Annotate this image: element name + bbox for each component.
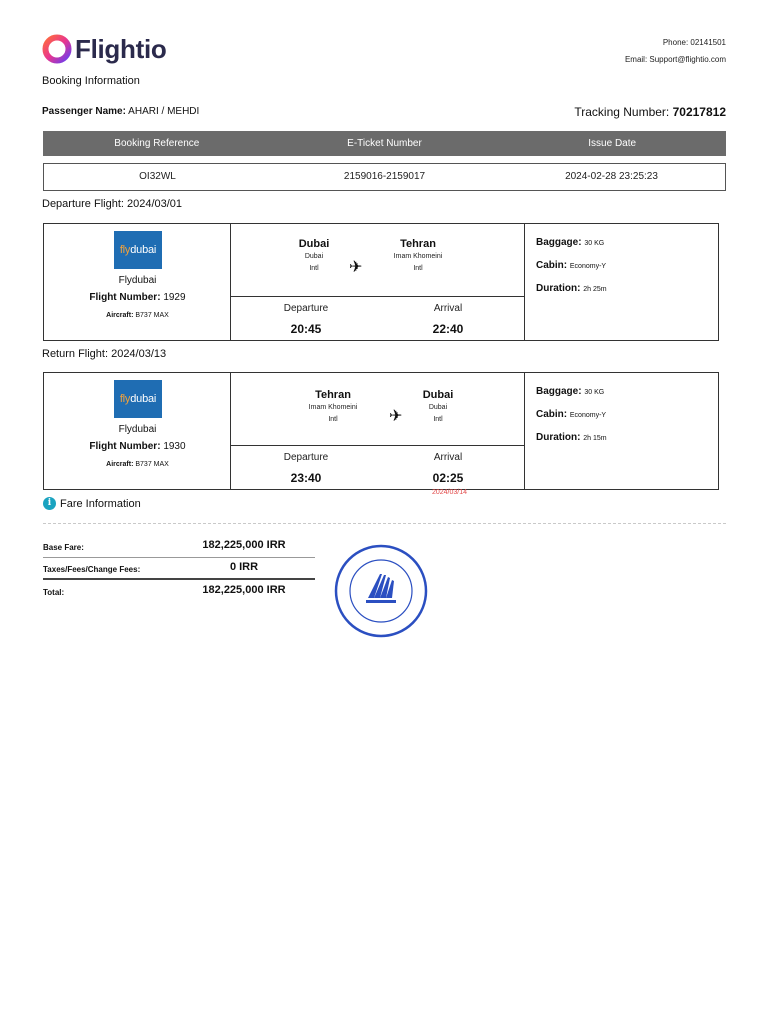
arrival-date-next-day: 2024/03/14	[431, 489, 468, 496]
tracking-label: Tracking Number:	[574, 105, 670, 119]
tracking-value: 70217812	[672, 105, 726, 119]
company-stamp	[334, 544, 428, 638]
booking-info-title: Booking Information	[42, 75, 140, 87]
return-airline-column	[44, 373, 231, 489]
destination-city: Tehran Imam Khomeini Intl	[393, 238, 443, 272]
origin-city: Dubai Dubai Intl	[298, 238, 330, 272]
baggage: Baggage: 30 KG	[536, 386, 605, 397]
taxes-value: 0 IRR	[229, 561, 259, 573]
departure-flight-title: Departure Flight: 2024/03/01	[42, 198, 183, 210]
airline-name: Flydubai	[118, 424, 157, 435]
cabin: Cabin: Economy-Y	[536, 409, 607, 420]
dashed-divider	[43, 523, 726, 524]
cell-issue-date: 2024-02-28 23:25:23	[565, 171, 658, 182]
departure-time: 20:45	[290, 322, 322, 336]
departure-time: 23:40	[290, 471, 322, 485]
departure-details-column	[525, 224, 719, 340]
destination-city: Dubai Dubai Intl	[422, 389, 454, 423]
contact-phone: Phone: 02141501	[662, 38, 726, 47]
arrival-label: Arrival	[433, 452, 463, 463]
airline-name: Flydubai	[118, 275, 157, 286]
departure-label: Departure	[283, 303, 329, 314]
route-cities	[231, 373, 525, 446]
cell-eticket-number: 2159016-2159017	[343, 171, 426, 182]
arrival-time: 22:40	[432, 322, 464, 336]
cell-booking-reference: OI32WL	[139, 171, 176, 182]
arrival-time: 02:25	[432, 471, 464, 485]
return-route-column	[231, 373, 525, 489]
departure-route-column	[231, 224, 525, 340]
flightio-logo	[42, 34, 166, 64]
base-fare-row	[43, 536, 315, 558]
fare-title-text: Fare Information	[60, 497, 141, 510]
contact-email[interactable]: Email: Support@flightio.com	[624, 55, 726, 64]
base-fare-label: Base Fare:	[43, 543, 84, 552]
total-label: Total:	[43, 588, 65, 597]
passenger-label: Passenger Name:	[42, 106, 126, 117]
departure-label: Departure	[283, 452, 329, 463]
flydubai-logo: flydubai	[114, 380, 162, 418]
info-icon: i	[43, 497, 56, 510]
aircraft: Aircraft: B737 MAX	[106, 312, 169, 319]
contact-block	[625, 34, 726, 68]
fare-information-title	[43, 497, 141, 510]
base-fare-value: 182,225,000 IRR	[202, 539, 286, 551]
return-flight-card	[43, 372, 719, 490]
baggage: Baggage: 30 KG	[536, 237, 605, 248]
aircraft: Aircraft: B737 MAX	[106, 461, 169, 468]
duration: Duration: 2h 25m	[536, 283, 607, 294]
airplane-icon: ✈	[389, 408, 403, 425]
flight-number: Flight Number: 1930	[89, 441, 186, 452]
return-details-column	[525, 373, 719, 489]
flydubai-logo: flydubai	[114, 231, 162, 269]
passenger-name	[42, 106, 199, 117]
origin-city: Tehran Imam Khomeini Intl	[308, 389, 358, 423]
flightio-logo-icon	[42, 34, 72, 64]
header-booking-reference: Booking Reference	[114, 138, 200, 149]
departure-flight-card	[43, 223, 719, 341]
return-flight-title: Return Flight: 2024/03/13	[42, 348, 167, 360]
header-eticket-number: E-Ticket Number	[347, 138, 422, 149]
taxes-label: Taxes/Fees/Change Fees:	[43, 565, 141, 574]
cabin: Cabin: Economy-Y	[536, 260, 607, 271]
brand-name: Flightio	[75, 34, 167, 64]
departure-airline-column	[44, 224, 231, 340]
total-row	[43, 581, 315, 603]
tracking-number	[574, 105, 726, 119]
booking-table-header	[43, 131, 726, 156]
airplane-icon: ✈	[349, 259, 363, 276]
duration: Duration: 2h 15m	[536, 432, 607, 443]
route-cities	[231, 224, 525, 297]
booking-table-row	[43, 163, 726, 191]
header-issue-date: Issue Date	[588, 138, 637, 149]
passenger-value: AHARI / MEHDI	[128, 106, 200, 117]
taxes-row	[43, 558, 315, 580]
arrival-label: Arrival	[433, 303, 463, 314]
total-value: 182,225,000 IRR	[202, 584, 286, 596]
flight-number: Flight Number: 1929	[89, 292, 186, 303]
